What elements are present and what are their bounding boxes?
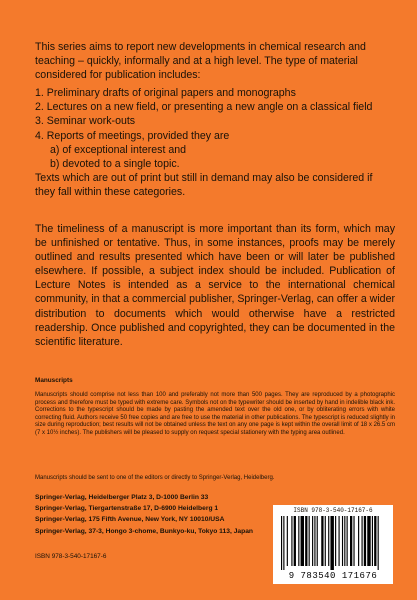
barcode-bar (330, 516, 333, 570)
material-item: 4. Reports of meetings, provided they are (35, 129, 230, 142)
barcode-bar (298, 516, 299, 566)
barcode-bar (301, 516, 304, 566)
barcode-bar (314, 516, 315, 566)
material-list (35, 86, 395, 171)
barcode-bar (281, 516, 282, 570)
barcode-bar (283, 516, 284, 570)
material-subitem: b) devoted to a single topic. (50, 157, 180, 170)
barcode-bar (294, 516, 296, 566)
publisher-addresses (35, 492, 253, 537)
timeliness-paragraph: The timeliness of a manuscript is more important than its form, which may be unfinished or tentative. Thus, in some instances, proofs may be merely outlined and results presented which have been or will later be published elsewhere. If possible, a subject index should be included. Publication of Lecture Notes is intended as a service to the international chemical community, in that a commercial publisher, Springer-Verlag, can offer a wider distribution to documents which would otherwise have a restricted readership. Once published and copyrighted, they can be documented in the scientific literature. (35, 223, 395, 348)
address-line: Springer-Verlag, Heidelberger Platz 3, D-1000 Berlin 33 (35, 494, 209, 501)
barcode-bar (364, 516, 366, 566)
barcode-bar (367, 516, 370, 566)
address-line: Springer-Verlag, 175 Fifth Avenue, New York, NY 10010/USA (35, 516, 225, 524)
manuscripts-send: Manuscripts should be sent to one of the editors or directly to Springer-Verlag, Heidelberg. (35, 475, 275, 481)
address-line: Springer-Verlag, Tiergartenstraße 17, D-6900 Heidelberg 1 (35, 505, 219, 513)
material-item: 3. Seminar work-outs (35, 115, 136, 128)
series-tail: Texts which are out of print but still in demand may also be considered if they fall within these categories. (35, 171, 373, 198)
barcode-bar (305, 516, 307, 566)
barcode-bar (372, 516, 373, 566)
barcode-bar (347, 516, 348, 566)
barcode-bar (321, 516, 323, 566)
barcode-bar (358, 516, 359, 566)
barcode-bar (353, 516, 354, 566)
address-line: Springer-Verlag, 37-3, Hongo 3-chome, Bunkyo-ku, Tokyo 113, Japan (35, 527, 254, 535)
barcode-bar (335, 516, 336, 566)
barcode-bar (344, 516, 345, 566)
barcode-digits: 9 783540 171676 (288, 571, 378, 581)
isbn-text: ISBN 978-3-540-17167-6 (35, 553, 107, 560)
series-lead: This series aims to report new developments in chemical research and teaching – quickly, informally and at a high level. The type of material considered for publication includes: (35, 41, 366, 82)
barcode-bar (339, 516, 340, 566)
barcode-bar (350, 516, 352, 566)
barcode-bar (378, 516, 379, 570)
barcode-bar (342, 516, 343, 566)
barcode-bar (291, 516, 292, 566)
series-description (35, 40, 395, 199)
material-item: 1. Preliminary drafts of original papers and monographs (35, 87, 296, 100)
barcode-isbn-label: ISBN 978-3-540-17167-6 (293, 507, 373, 514)
barcode-bars (281, 516, 385, 570)
material-item: 2. Lectures on a new field, or presenting a new angle on a classical field (35, 101, 373, 114)
barcode-bar (328, 516, 329, 566)
isbn-barcode (273, 505, 393, 584)
barcode-bar (287, 516, 288, 566)
barcode-bar (325, 516, 326, 566)
barcode-bar (312, 516, 313, 566)
barcode-bar (309, 516, 310, 566)
material-subitem: a) of exceptional interest and (50, 143, 187, 156)
barcode-bar (362, 516, 363, 566)
barcode-bar (374, 516, 376, 566)
barcode-bar (317, 516, 318, 566)
manuscripts-heading: Manuscripts (35, 377, 73, 384)
manuscripts-body: Manuscripts should comprise not less than 100 and preferably not more than 500 pages. They are reproduced by a photographic process and therefore must be typed with extreme care. Symbols not on the typewriter should be inserted by hand in indelible black ink. Corrections to the typescript should be made by pasting the amended text over the old one, or by obliterating errors with white correcting fluid. Authors receive 50 free copies and are free to use the material in other publications. The typescript is reduced slightly in size during reproduction; best results will not be obtained unless the text on any one page is kept within the overall limit of 18 x 26.5 cm (7 x 10½ inches). The publishers will be pleased to supply on request special stationery with the typing area outlined. (35, 392, 395, 436)
